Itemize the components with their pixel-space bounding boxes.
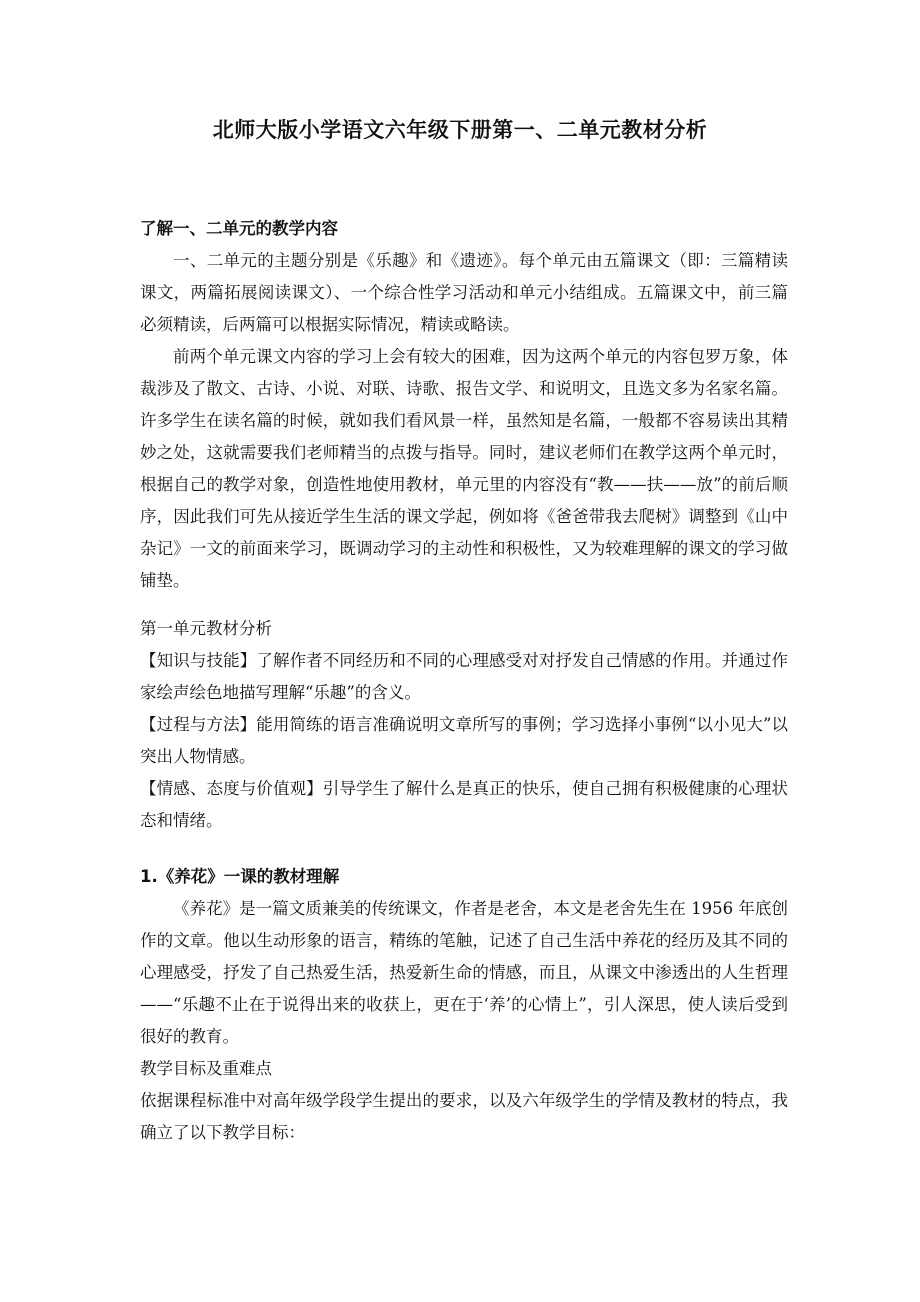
objective-knowledge: 【知识与技能】了解作者不同经历和不同的心理感受对对抒发自己情感的作用。并通过作家绘声绘色地描写理解“乐趣”的含义。 <box>140 651 788 702</box>
spacer <box>140 837 788 861</box>
intro-paragraph-1: 一、二单元的主题分别是《乐趣》和《遗迹》。每个单元由五篇课文（即：三篇精读课文，两篇拓展阅读课文）、一个综合性学习活动和单元小结组成。五篇课文中，前三篇必须精读，后两篇可以根据实际情况，精读或略读。 <box>140 251 788 334</box>
lesson1-subheading: 教学目标及重难点 <box>140 1059 272 1078</box>
document-title: 北师大版小学语文六年级下册第一、二单元教材分析 <box>212 118 708 142</box>
lesson1-heading: 1.《养花》一课的教材理解 <box>140 867 340 886</box>
intro-heading: 了解一、二单元的教学内容 <box>140 219 338 238</box>
objective-emotion: 【情感、态度与价值观】引导学生了解什么是真正的快乐，使自己拥有积极健康的心理状态和情绪。 <box>140 779 788 830</box>
spacer <box>140 597 788 613</box>
unit1-heading: 第一单元教材分析 <box>140 619 272 638</box>
document-body <box>140 213 788 1149</box>
lesson1-paragraph: 《养花》是一篇文质兼美的传统课文，作者是老舍，本文是老舍先生在 1956 年底创作的文章。他以生动形象的语言，精练的笔触，记述了自己生活中养花的经历及其不同的心理感受，抒发了自己热爱生活，热爱新生命的情感，而且，从课文中渗透出的人生哲理——“乐趣不止在于说得出来的收获上，更在于‘养’的心情上”，引人深思，使人读后受到很好的教育。 <box>140 899 788 1046</box>
lesson1-closing: 依据课程标准中对高年级学段学生提出的要求，以及六年级学生的学情及教材的特点，我确立了以下教学目标： <box>140 1091 788 1142</box>
objective-process: 【过程与方法】能用简练的语言准确说明文章所写的事例；学习选择小事例“以小见大”以突出人物情感。 <box>140 715 788 766</box>
intro-paragraph-2: 前两个单元课文内容的学习上会有较大的困难，因为这两个单元的内容包罗万象，体裁涉及了散文、古诗、小说、对联、诗歌、报告文学、和说明文，且选文多为名家名篇。许多学生在读名篇的时候，就如我们看风景一样，虽然知是名篇，一般都不容易读出其精妙之处，这就需要我们老师精当的点拨与指导。同时，建议老师们在教学这两个单元时，根据自己的教学对象，创造性地使用教材，单元里的内容没有“教——扶——放”的前后顺序，因此我们可先从接近学生生活的课文学起，例如将《爸爸带我去爬树》调整到《山中杂记》一文的前面来学习，既调动学习的主动性和积极性，又为较难理解的课文的学习做铺垫。 <box>140 347 788 590</box>
